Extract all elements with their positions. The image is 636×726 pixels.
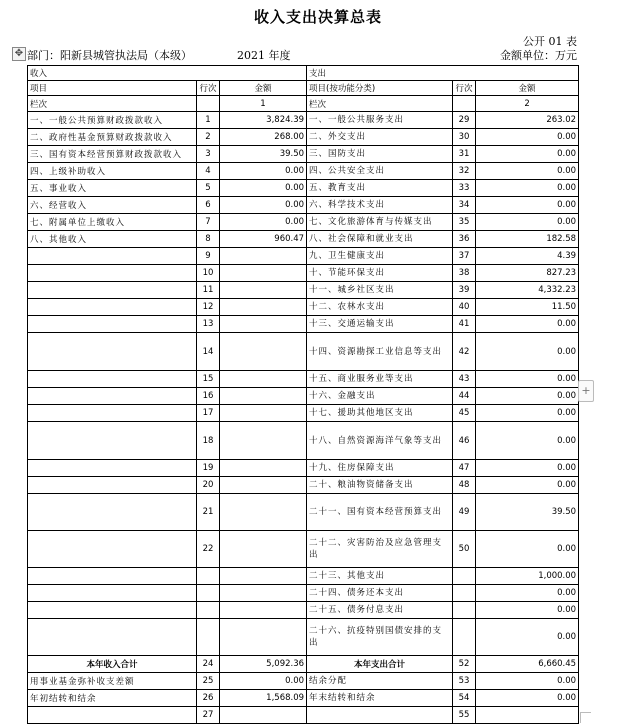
income-row-no: 5 (197, 180, 220, 197)
income-row-no (197, 602, 220, 619)
expense-item: 二、外交支出 (307, 129, 453, 146)
table-row (28, 197, 579, 214)
table-row (28, 163, 579, 180)
income-row-no: 11 (197, 282, 220, 299)
table-row (28, 494, 579, 531)
income-row-no: 10 (197, 265, 220, 282)
income-row-no: 4 (197, 163, 220, 180)
income-amount (220, 422, 307, 460)
income-item (28, 405, 197, 422)
table-row (28, 690, 579, 707)
income-amount (220, 282, 307, 299)
department-label: 部门：阳新县城管执法局（本级） (27, 49, 192, 62)
income-item: 五、事业收入 (28, 180, 197, 197)
column-label-2: 栏次 (307, 96, 453, 112)
income-row-no: 8 (197, 231, 220, 248)
expense-item: 六、科学技术支出 (307, 197, 453, 214)
header-amount-2: 金额 (476, 81, 579, 96)
form-number: 公开 01 表 (523, 35, 577, 48)
column-index-2: 2 (476, 96, 579, 112)
header-item: 项目 (28, 81, 197, 96)
income-row-no: 1 (197, 112, 220, 129)
expense-row-no: 40 (453, 299, 476, 316)
header-row-no-2: 行次 (453, 81, 476, 96)
expense-row-no: 52 (453, 656, 476, 673)
income-amount (220, 568, 307, 585)
expense-item: 十、节能环保支出 (307, 265, 453, 282)
section-row (28, 66, 579, 81)
resize-corner-icon (580, 712, 591, 723)
income-amount: 39.50 (220, 146, 307, 163)
income-row-no: 27 (197, 707, 220, 724)
income-item (28, 282, 197, 299)
expense-amount: 0.00 (476, 129, 579, 146)
income-amount: 0.00 (220, 180, 307, 197)
expense-amount: 0.00 (476, 531, 579, 568)
expense-amount: 0.00 (476, 422, 579, 460)
income-amount: 1,568.09 (220, 690, 307, 707)
table-row (28, 146, 579, 163)
table-row (28, 282, 579, 299)
expense-item: 二十三、其他支出 (307, 568, 453, 585)
table-row (28, 265, 579, 282)
table-row (28, 619, 579, 656)
income-item (28, 422, 197, 460)
income-row-no: 14 (197, 333, 220, 371)
expense-item: 十四、资源勘探工业信息等支出 (307, 333, 453, 371)
expense-item: 十五、商业服务业等支出 (307, 371, 453, 388)
income-row-no: 16 (197, 388, 220, 405)
income-item: 六、经营收入 (28, 197, 197, 214)
budget-summary-table (27, 65, 579, 724)
income-amount (220, 388, 307, 405)
income-row-no: 21 (197, 494, 220, 531)
income-item: 四、上级补助收入 (28, 163, 197, 180)
income-amount: 960.47 (220, 231, 307, 248)
income-row-no: 6 (197, 197, 220, 214)
table-row (28, 214, 579, 231)
expense-amount: 4,332.23 (476, 282, 579, 299)
column-index-row (28, 96, 579, 112)
expense-amount: 0.00 (476, 163, 579, 180)
expense-row-no: 42 (453, 333, 476, 371)
income-item: 年初结转和结余 (28, 690, 197, 707)
income-item (28, 585, 197, 602)
expense-item: 三、国防支出 (307, 146, 453, 163)
income-row-no: 19 (197, 460, 220, 477)
income-amount (220, 707, 307, 724)
income-item: 用事业基金弥补收支差额 (28, 673, 197, 690)
income-item (28, 531, 197, 568)
income-row-no: 17 (197, 405, 220, 422)
table-row (28, 371, 579, 388)
year-label: 2021 年度 (237, 49, 291, 62)
income-item: 七、附属单位上缴收入 (28, 214, 197, 231)
table-row (28, 585, 579, 602)
header-row-no: 行次 (197, 81, 220, 96)
income-row-no: 26 (197, 690, 220, 707)
income-item (28, 619, 197, 656)
income-item: 二、政府性基金预算财政拨款收入 (28, 129, 197, 146)
expense-item: 二十六、抗疫特别国债安排的支出 (307, 619, 453, 656)
income-row-no (197, 568, 220, 585)
expense-item: 十一、城乡社区支出 (307, 282, 453, 299)
table-row (28, 248, 579, 265)
income-amount (220, 602, 307, 619)
table-row (28, 180, 579, 197)
expense-row-no: 30 (453, 129, 476, 146)
income-row-no (197, 619, 220, 656)
expense-item: 七、文化旅游体育与传媒支出 (307, 214, 453, 231)
expense-row-no: 32 (453, 163, 476, 180)
income-row-no: 7 (197, 214, 220, 231)
expense-row-no: 46 (453, 422, 476, 460)
income-item (28, 602, 197, 619)
expense-amount: 6,660.45 (476, 656, 579, 673)
income-item (28, 248, 197, 265)
expense-row-no (453, 602, 476, 619)
income-item (28, 460, 197, 477)
expense-item: 结余分配 (307, 673, 453, 690)
expense-row-no: 43 (453, 371, 476, 388)
income-amount: 0.00 (220, 673, 307, 690)
table-row (28, 112, 579, 129)
expense-item (307, 707, 453, 724)
income-item (28, 265, 197, 282)
section-income: 收入 (28, 66, 307, 81)
income-row-no: 20 (197, 477, 220, 494)
income-amount: 3,824.39 (220, 112, 307, 129)
income-item (28, 316, 197, 333)
expense-amount: 263.02 (476, 112, 579, 129)
expense-item: 二十、粮油物资储备支出 (307, 477, 453, 494)
income-row-no (197, 585, 220, 602)
expense-item: 五、教育支出 (307, 180, 453, 197)
expense-amount: 0.00 (476, 477, 579, 494)
table-row (28, 405, 579, 422)
table-row (28, 299, 579, 316)
income-amount (220, 477, 307, 494)
income-amount (220, 371, 307, 388)
expense-amount: 0.00 (476, 673, 579, 690)
expense-row-no: 54 (453, 690, 476, 707)
expense-row-no: 49 (453, 494, 476, 531)
section-expense: 支出 (307, 66, 579, 81)
expense-row-no: 47 (453, 460, 476, 477)
expense-amount (476, 707, 579, 724)
income-row-no: 25 (197, 673, 220, 690)
income-row-no: 15 (197, 371, 220, 388)
expense-row-no (453, 619, 476, 656)
income-amount: 0.00 (220, 214, 307, 231)
expense-item: 十三、交通运输支出 (307, 316, 453, 333)
expense-item: 十二、农林水支出 (307, 299, 453, 316)
income-item: 本年收入合计 (28, 656, 197, 673)
expense-item: 十九、住房保障支出 (307, 460, 453, 477)
expense-item: 十七、援助其他地区支出 (307, 405, 453, 422)
table-move-handle-icon[interactable]: ✥ (12, 47, 26, 61)
expense-amount: 827.23 (476, 265, 579, 282)
expense-amount: 0.00 (476, 690, 579, 707)
expense-amount: 0.00 (476, 214, 579, 231)
income-item (28, 388, 197, 405)
expense-amount: 11.50 (476, 299, 579, 316)
expense-amount: 0.00 (476, 316, 579, 333)
expense-amount: 0.00 (476, 619, 579, 656)
table-row (28, 316, 579, 333)
expense-item: 十八、自然资源海洋气象等支出 (307, 422, 453, 460)
income-amount (220, 619, 307, 656)
income-amount: 0.00 (220, 163, 307, 180)
expense-item: 十六、金融支出 (307, 388, 453, 405)
expense-amount: 182.58 (476, 231, 579, 248)
table-row (28, 531, 579, 568)
expense-row-no: 35 (453, 214, 476, 231)
expense-row-no: 48 (453, 477, 476, 494)
table-row (28, 422, 579, 460)
column-label: 栏次 (28, 96, 197, 112)
table-row (28, 656, 579, 673)
income-amount (220, 299, 307, 316)
income-item: 一、一般公共预算财政拨款收入 (28, 112, 197, 129)
income-item (28, 494, 197, 531)
expense-item: 一、一般公共服务支出 (307, 112, 453, 129)
income-item (28, 477, 197, 494)
expense-amount: 1,000.00 (476, 568, 579, 585)
expense-item: 二十一、国有资本经营预算支出 (307, 494, 453, 531)
expense-item: 本年支出合计 (307, 656, 453, 673)
expense-item: 二十二、灾害防治及应急管理支出 (307, 531, 453, 568)
table-row (28, 707, 579, 724)
income-row-no: 18 (197, 422, 220, 460)
table-row (28, 129, 579, 146)
expense-row-no (453, 568, 476, 585)
expense-amount: 0.00 (476, 197, 579, 214)
table-row (28, 333, 579, 371)
expense-amount: 0.00 (476, 602, 579, 619)
unit-label: 金额单位：万元 (500, 49, 577, 62)
income-amount (220, 265, 307, 282)
expense-amount: 0.00 (476, 405, 579, 422)
expense-row-no: 50 (453, 531, 476, 568)
expense-row-no: 38 (453, 265, 476, 282)
page-title: 收入支出决算总表 (253, 8, 382, 26)
expense-amount: 0.00 (476, 333, 579, 371)
expense-item: 八、社会保障和就业支出 (307, 231, 453, 248)
expense-row-no: 55 (453, 707, 476, 724)
income-amount (220, 585, 307, 602)
expense-amount: 0.00 (476, 585, 579, 602)
table-row (28, 602, 579, 619)
income-item (28, 333, 197, 371)
income-amount (220, 494, 307, 531)
expense-row-no: 41 (453, 316, 476, 333)
income-item (28, 299, 197, 316)
expense-row-no: 45 (453, 405, 476, 422)
expense-amount: 0.00 (476, 388, 579, 405)
expense-amount: 39.50 (476, 494, 579, 531)
expense-item: 九、卫生健康支出 (307, 248, 453, 265)
expense-amount: 0.00 (476, 371, 579, 388)
income-amount: 5,092.36 (220, 656, 307, 673)
income-amount (220, 316, 307, 333)
expense-row-no: 44 (453, 388, 476, 405)
income-row-no: 13 (197, 316, 220, 333)
income-amount (220, 405, 307, 422)
expense-row-no: 33 (453, 180, 476, 197)
add-column-icon[interactable]: + (578, 380, 594, 402)
expense-item: 年末结转和结余 (307, 690, 453, 707)
income-row-no: 3 (197, 146, 220, 163)
expense-row-no: 29 (453, 112, 476, 129)
income-amount: 268.00 (220, 129, 307, 146)
expense-item: 二十五、债务付息支出 (307, 602, 453, 619)
income-item (28, 371, 197, 388)
income-row-no: 9 (197, 248, 220, 265)
expense-row-no: 39 (453, 282, 476, 299)
income-row-no: 22 (197, 531, 220, 568)
expense-row-no: 34 (453, 197, 476, 214)
expense-amount: 4.39 (476, 248, 579, 265)
income-amount (220, 333, 307, 371)
table-row (28, 477, 579, 494)
expense-item: 二十四、债务还本支出 (307, 585, 453, 602)
income-item (28, 568, 197, 585)
income-amount (220, 248, 307, 265)
income-amount: 0.00 (220, 197, 307, 214)
income-item: 八、其他收入 (28, 231, 197, 248)
expense-row-no: 53 (453, 673, 476, 690)
table-row (28, 231, 579, 248)
table-row (28, 568, 579, 585)
header-amount: 金额 (220, 81, 307, 96)
expense-amount: 0.00 (476, 460, 579, 477)
table-row (28, 673, 579, 690)
income-row-no: 24 (197, 656, 220, 673)
expense-row-no: 36 (453, 231, 476, 248)
income-row-no: 2 (197, 129, 220, 146)
expense-row-no: 37 (453, 248, 476, 265)
expense-item: 四、公共安全支出 (307, 163, 453, 180)
income-row-no: 12 (197, 299, 220, 316)
expense-amount: 0.00 (476, 180, 579, 197)
expense-row-no: 31 (453, 146, 476, 163)
table-row (28, 388, 579, 405)
income-amount (220, 531, 307, 568)
header-row (28, 81, 579, 96)
expense-row-no (453, 585, 476, 602)
income-amount (220, 460, 307, 477)
income-item: 三、国有资本经营预算财政拨款收入 (28, 146, 197, 163)
income-item (28, 707, 197, 724)
expense-amount: 0.00 (476, 146, 579, 163)
column-index-1: 1 (220, 96, 307, 112)
table-row (28, 460, 579, 477)
header-item-function: 项目(按功能分类) (307, 81, 453, 96)
